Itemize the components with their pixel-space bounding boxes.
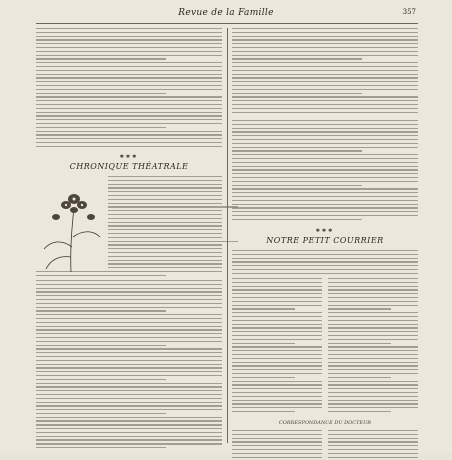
text-line (232, 120, 418, 121)
text-line (108, 256, 222, 257)
text-line (108, 214, 222, 215)
flower-illustration (36, 177, 106, 277)
text-line (36, 424, 222, 425)
text-line (108, 237, 222, 238)
text-line (232, 169, 418, 170)
text-line (232, 28, 418, 29)
text-line (36, 112, 222, 113)
text-line (232, 185, 362, 186)
text-line (232, 55, 418, 56)
text-line (36, 345, 166, 346)
text-line (36, 386, 222, 387)
text-line (36, 119, 222, 120)
text-line (36, 66, 222, 67)
chronique-theatrale-heading: CHRONIQUE THÉATRALE (69, 162, 189, 171)
text-line (232, 166, 418, 167)
text-line (232, 258, 418, 259)
text-line (232, 62, 418, 63)
body-text-block (232, 28, 418, 115)
text-line (232, 369, 322, 370)
text-line (36, 371, 222, 372)
text-line (108, 203, 222, 204)
text-line (108, 184, 222, 185)
text-line (36, 299, 222, 300)
text-line (232, 58, 362, 59)
text-line (36, 360, 222, 361)
text-line (328, 286, 418, 287)
text-line (232, 331, 322, 332)
text-line (328, 441, 418, 442)
text-line (232, 365, 322, 366)
text-line (232, 162, 418, 163)
text-line (328, 343, 391, 344)
text-line (328, 396, 418, 397)
text-line (36, 318, 222, 319)
text-line (36, 74, 222, 75)
text-line (232, 316, 322, 317)
text-line (232, 289, 322, 290)
text-line (36, 295, 222, 296)
text-line (328, 369, 418, 370)
text-line (36, 348, 222, 349)
page-number: 357 (402, 8, 416, 16)
text-line (36, 402, 222, 403)
text-line (232, 250, 418, 251)
text-line (232, 131, 418, 132)
text-line (232, 96, 418, 97)
text-line (232, 396, 322, 397)
section-stars: ✱✱✱ (315, 228, 335, 234)
text-line (232, 192, 418, 193)
text-line (232, 36, 418, 37)
text-line (36, 89, 222, 90)
text-line (36, 134, 222, 135)
text-line (328, 381, 418, 382)
text-line (328, 320, 418, 321)
text-line (232, 411, 295, 412)
text-line (232, 339, 322, 340)
text-line (328, 384, 418, 385)
text-line (232, 430, 322, 431)
text-line (232, 373, 322, 374)
text-line (232, 362, 322, 363)
text-line (232, 305, 322, 306)
text-line (328, 392, 418, 393)
text-line (328, 445, 418, 446)
text-line (232, 358, 322, 359)
text-line (328, 434, 418, 435)
text-line (36, 47, 222, 48)
text-line (232, 308, 295, 309)
text-line (36, 96, 222, 97)
body-text-block (36, 28, 222, 150)
text-line (36, 62, 222, 63)
text-line (36, 77, 222, 78)
text-line (232, 265, 418, 266)
text-line (108, 244, 222, 245)
text-line (328, 411, 391, 412)
body-text-block (232, 250, 418, 277)
text-line (328, 331, 418, 332)
text-line (232, 441, 322, 442)
text-line (36, 123, 222, 124)
text-line (328, 282, 418, 283)
text-line (36, 32, 222, 33)
text-line (36, 428, 222, 429)
text-line (232, 282, 322, 283)
text-line (232, 112, 418, 113)
text-line (232, 135, 418, 136)
text-line (232, 354, 322, 355)
text-line (36, 398, 222, 399)
text-line (36, 356, 222, 357)
text-line (232, 43, 418, 44)
text-line (232, 261, 418, 262)
text-line (232, 51, 418, 52)
text-line (328, 312, 418, 313)
text-line (36, 390, 222, 391)
text-line (36, 127, 166, 128)
text-line (232, 147, 418, 148)
text-line (232, 154, 418, 155)
text-line (36, 443, 222, 444)
doctor-column-left (232, 430, 322, 460)
text-line (36, 364, 222, 365)
text-line (232, 128, 418, 129)
text-line (232, 301, 322, 302)
text-line (36, 337, 222, 338)
answers-column-right (328, 278, 418, 415)
text-line (328, 449, 418, 450)
text-line (36, 447, 166, 448)
text-line (328, 407, 418, 408)
text-line (108, 248, 222, 249)
text-line (232, 66, 418, 67)
text-line (328, 377, 391, 378)
text-line (232, 70, 418, 71)
text-line (328, 335, 418, 336)
text-line (36, 367, 222, 368)
text-line (36, 379, 166, 380)
text-line (36, 405, 222, 406)
text-line (36, 322, 222, 323)
text-line (232, 407, 322, 408)
text-line (232, 93, 362, 94)
text-line (36, 85, 222, 86)
text-line (232, 39, 418, 40)
text-line (232, 293, 322, 294)
text-line (232, 286, 322, 287)
text-line (36, 131, 222, 132)
text-line (232, 211, 418, 212)
text-line (232, 104, 418, 105)
text-line (232, 215, 418, 216)
body-text-block (36, 280, 222, 451)
text-line (36, 104, 222, 105)
text-line (108, 260, 222, 261)
text-line (232, 207, 418, 208)
text-line (108, 180, 222, 181)
text-line (36, 329, 222, 330)
text-line (232, 312, 322, 313)
text-line (36, 39, 222, 40)
text-line (36, 142, 222, 143)
text-line (232, 32, 418, 33)
text-line (36, 375, 222, 376)
text-line (36, 307, 222, 308)
text-line (232, 139, 418, 140)
text-line (108, 206, 238, 207)
text-line (36, 288, 222, 289)
text-line (36, 146, 222, 147)
text-line (36, 284, 222, 285)
text-line (328, 438, 418, 439)
text-line (232, 327, 322, 328)
text-line (36, 326, 222, 327)
text-line (36, 417, 222, 418)
text-line (36, 333, 222, 334)
text-line (108, 225, 222, 226)
text-line (36, 81, 222, 82)
text-line (36, 341, 222, 342)
text-line (232, 74, 418, 75)
text-line (232, 269, 418, 270)
text-line (232, 273, 418, 274)
text-line (232, 438, 322, 439)
correspondance-heading: CORRESPONDANCE DU DOCTEUR (278, 420, 372, 426)
text-line (36, 43, 222, 44)
text-line (232, 445, 322, 446)
text-line (232, 77, 418, 78)
text-line (36, 432, 222, 433)
text-line (108, 195, 222, 196)
text-line (36, 436, 222, 437)
text-line (36, 70, 222, 71)
text-line (232, 81, 418, 82)
text-line (36, 55, 222, 56)
text-line (328, 350, 418, 351)
text-line (36, 291, 222, 292)
text-line (232, 377, 295, 378)
text-line (328, 308, 391, 309)
text-line (232, 457, 322, 458)
text-line (232, 196, 418, 197)
text-line (36, 100, 222, 101)
text-line (108, 176, 222, 177)
text-line (328, 324, 418, 325)
text-line (36, 420, 222, 421)
text-line (232, 320, 322, 321)
text-line (328, 339, 418, 340)
text-line (232, 100, 418, 101)
text-line (232, 434, 322, 435)
text-line (328, 346, 418, 347)
text-line (36, 51, 222, 52)
text-line (232, 177, 418, 178)
text-line (232, 453, 322, 454)
text-line (36, 115, 222, 116)
text-line (328, 354, 418, 355)
text-line (232, 384, 322, 385)
text-line (328, 293, 418, 294)
text-line (36, 58, 166, 59)
text-line (328, 388, 418, 389)
text-line (328, 362, 418, 363)
text-line (36, 108, 222, 109)
text-line (108, 263, 222, 264)
section-stars: ✱✱✱ (119, 154, 139, 160)
text-line (108, 218, 222, 219)
text-line (328, 373, 418, 374)
text-line (232, 297, 322, 298)
header-rule (36, 23, 418, 24)
text-line (108, 222, 222, 223)
text-line (232, 324, 322, 325)
text-line (328, 457, 418, 458)
text-line (328, 327, 418, 328)
text-line (36, 93, 166, 94)
text-line (232, 85, 418, 86)
text-line (232, 388, 322, 389)
text-line (232, 89, 418, 90)
text-line (328, 297, 418, 298)
text-line (328, 289, 418, 290)
text-line (328, 365, 418, 366)
text-line (232, 449, 322, 450)
text-line (232, 350, 322, 351)
text-line (232, 108, 418, 109)
text-line (328, 301, 418, 302)
text-line (36, 439, 222, 440)
text-line (328, 316, 418, 317)
text-line (328, 358, 418, 359)
text-line (232, 346, 322, 347)
text-line (108, 229, 222, 230)
text-line (108, 267, 222, 268)
text-line (232, 278, 322, 279)
text-line (328, 305, 418, 306)
text-line (232, 47, 418, 48)
text-line (232, 188, 418, 189)
text-line (36, 310, 166, 311)
text-line (108, 210, 222, 211)
text-line (36, 352, 222, 353)
text-line (232, 400, 322, 401)
doctor-column-right (328, 430, 418, 460)
text-line (328, 403, 418, 404)
answers-column-left (232, 278, 322, 415)
text-line (328, 453, 418, 454)
text-line (36, 138, 222, 139)
text-line (36, 409, 222, 410)
text-line (36, 394, 222, 395)
text-line (36, 280, 222, 281)
text-line (108, 187, 222, 188)
text-line (108, 191, 222, 192)
text-line (232, 150, 362, 151)
page-header (0, 8, 452, 22)
text-line (232, 200, 418, 201)
text-line (232, 124, 418, 125)
text-line (108, 233, 222, 234)
text-line (232, 392, 322, 393)
text-line (232, 143, 418, 144)
text-line (108, 252, 222, 253)
text-line (36, 413, 166, 414)
text-line (108, 199, 222, 200)
text-line (328, 430, 418, 431)
text-line (232, 403, 322, 404)
text-line (232, 381, 322, 382)
text-line (232, 343, 295, 344)
body-text-block (232, 120, 418, 223)
text-line (36, 28, 222, 29)
text-line (232, 173, 418, 174)
text-line (108, 241, 238, 242)
text-line (232, 181, 418, 182)
text-line (36, 36, 222, 37)
text-line (232, 335, 322, 336)
text-line (232, 219, 362, 220)
text-line (232, 204, 418, 205)
text-line (328, 278, 418, 279)
notre-petit-courrier-heading: NOTRE PETIT COURRIER (266, 236, 384, 245)
column-divider (227, 28, 228, 443)
text-line (232, 254, 418, 255)
text-line (36, 383, 222, 384)
page-title: Revue de la Famille (178, 8, 274, 18)
text-line (36, 303, 222, 304)
text-line (328, 400, 418, 401)
text-line (36, 314, 222, 315)
text-line (232, 158, 418, 159)
